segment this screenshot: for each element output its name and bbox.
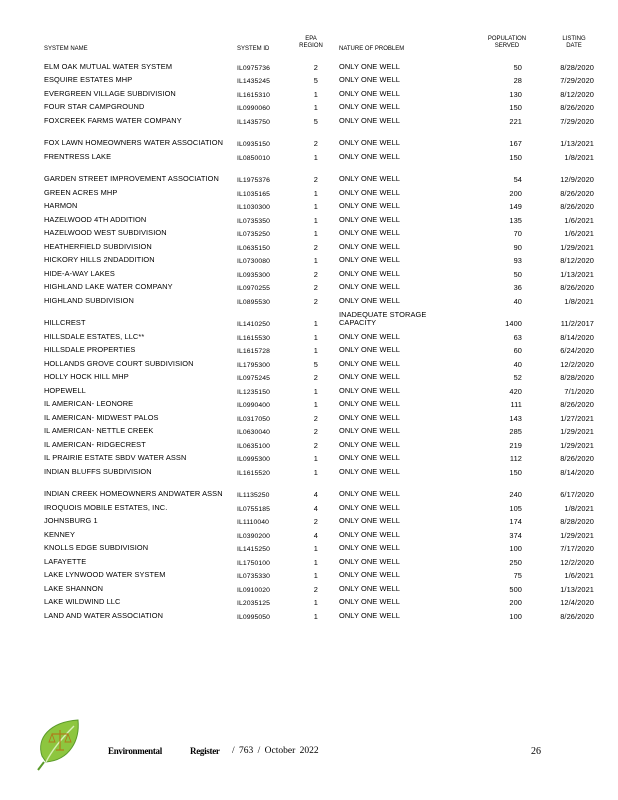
nature-of-problem-cell: ONLY ONE WELL (339, 75, 400, 85)
listing-date-cell: 6/24/2020 (560, 346, 594, 355)
system-name-cell: HAZELWOOD WEST SUBDIVISION (44, 228, 167, 238)
nature-of-problem-cell: ONLY ONE WELL (339, 282, 400, 292)
system-id-cell: IL0735250 (237, 231, 271, 238)
nature-of-problem-cell: ONLY ONE WELL (339, 102, 400, 112)
nature-of-problem-cell: ONLY ONE WELL (339, 543, 400, 553)
table-row (0, 383, 618, 397)
listing-date-cell: 1/29/2021 (560, 440, 594, 450)
listing-date-cell: 6/17/2020 (560, 490, 594, 499)
epa-region-cell: 1 (313, 319, 318, 328)
epa-region-cell: 1 (313, 152, 318, 162)
system-name-cell: HILLSDALE PROPERTIES (44, 345, 136, 355)
population-served-cell: 150 (509, 152, 522, 162)
epa-region-cell: 1 (313, 188, 318, 198)
header-system-id: SYSTEM ID (237, 46, 270, 52)
system-id-cell: IL0935150 (237, 141, 271, 148)
table-row (0, 86, 618, 100)
system-id-cell: IL0970255 (237, 285, 271, 292)
epa-region-cell: 1 (313, 611, 318, 621)
system-id-cell: IL1795300 (237, 361, 271, 369)
population-served-cell: 105 (509, 503, 522, 513)
system-id-cell: IL1030300 (237, 204, 271, 211)
epa-region-cell: 2 (313, 517, 318, 526)
table-row (0, 149, 618, 163)
listing-date-cell: 8/14/2020 (560, 332, 594, 342)
system-id-cell: IL0635100 (237, 442, 271, 450)
listing-date-cell: 11/2/2017 (560, 319, 594, 328)
population-served-cell: 70 (513, 229, 522, 238)
population-served-cell: 54 (513, 175, 522, 184)
nature-of-problem-cell: ONLY ONE WELL (339, 439, 400, 449)
system-id-cell: IL0735350 (237, 217, 271, 225)
listing-date-cell: 8/12/2020 (560, 256, 594, 265)
system-id-cell: IL1035165 (237, 190, 271, 198)
system-id-cell: IL0990060 (237, 105, 271, 112)
table-row (0, 199, 618, 213)
table-row (0, 500, 618, 514)
nature-of-problem-cell: ONLY ONE WELL (339, 426, 400, 436)
population-served-cell: 250 (509, 557, 522, 567)
nature-of-problem-cell: ONLY ONE WELL (339, 241, 400, 251)
population-served-cell: 150 (509, 103, 522, 112)
system-name-cell: GARDEN STREET IMPROVEMENT ASSOCIATION (44, 174, 219, 184)
table-row (0, 293, 618, 307)
epa-region-cell: 1 (313, 454, 318, 463)
epa-region-cell: 5 (313, 76, 318, 85)
system-id-cell: IL0735330 (237, 573, 271, 580)
header-epa-region: EPA REGION (299, 36, 323, 49)
system-id-cell: IL0390200 (237, 532, 271, 540)
water-system-table (0, 59, 618, 622)
population-served-cell: 100 (509, 544, 522, 553)
listing-date-cell: 8/26/2020 (560, 103, 594, 112)
listing-date-cell: 1/29/2021 (560, 242, 594, 252)
system-name-cell: FRENTRESS LAKE (44, 151, 112, 161)
listing-date-cell: 8/28/2020 (560, 517, 594, 526)
listing-date-cell: 7/29/2020 (560, 76, 594, 85)
nature-of-problem-cell: ONLY ONE WELL (339, 345, 400, 355)
table-row (0, 397, 618, 411)
epa-region-cell: 2 (313, 584, 318, 594)
table-row (0, 514, 618, 528)
system-name-cell: KENNEY (44, 529, 75, 539)
system-name-cell: LAFAYETTE (44, 556, 87, 566)
system-name-cell: HAZELWOOD 4TH ADDITION (44, 214, 147, 224)
nature-of-problem-cell: ONLY ONE WELL (339, 331, 400, 341)
nature-of-problem-cell: ONLY ONE WELL (339, 372, 400, 382)
table-row (0, 437, 618, 451)
nature-of-problem-cell: ONLY ONE WELL (339, 88, 400, 98)
table-row (0, 343, 618, 357)
listing-date-cell: 1/6/2021 (564, 215, 594, 225)
population-served-cell: 200 (509, 188, 522, 198)
nature-of-problem-cell: ONLY ONE WELL (339, 412, 400, 422)
table-row (0, 280, 618, 294)
population-served-cell: 50 (513, 269, 522, 279)
nature-of-problem-cell: ONLY ONE WELL (339, 138, 400, 148)
table-row (0, 370, 618, 384)
footer-page-number: 26 (531, 746, 541, 757)
system-name-cell: IROQUOIS MOBILE ESTATES, INC. (44, 502, 168, 512)
population-served-cell: 28 (513, 76, 522, 85)
nature-of-problem-cell: INADEQUATE STORAGE CAPACITY (339, 309, 427, 328)
listing-date-cell: 8/26/2020 (560, 611, 594, 621)
system-name-cell: IL AMERICAN- LEONORE (44, 399, 134, 409)
epa-region-cell: 1 (313, 256, 318, 265)
listing-date-cell: 1/6/2021 (564, 571, 594, 580)
population-served-cell: 135 (509, 215, 522, 225)
table-row (0, 410, 618, 424)
table-row (0, 253, 618, 267)
leaf-scales-logo-icon (34, 716, 84, 772)
system-name-cell: LAKE SHANNON (44, 583, 104, 593)
system-name-cell: INDIAN BLUFFS SUBDIVISION (44, 466, 152, 476)
listing-date-cell: 12/2/2020 (560, 359, 594, 369)
population-served-cell: 1400 (505, 319, 522, 328)
listing-date-cell: 1/13/2021 (560, 584, 594, 594)
listing-date-cell: 8/26/2020 (560, 400, 594, 409)
nature-of-problem-cell: ONLY ONE WELL (339, 385, 400, 395)
header-listing-date: LISTING DATE (562, 36, 586, 49)
system-id-cell: IL1415250 (237, 546, 271, 553)
nature-of-problem-cell: ONLY ONE WELL (339, 516, 400, 526)
system-name-cell: HEATHERFIELD SUBDIVISION (44, 241, 152, 251)
population-served-cell: 60 (513, 346, 522, 355)
population-served-cell: 90 (513, 242, 522, 252)
system-id-cell: IL1615520 (237, 469, 271, 477)
population-served-cell: 150 (509, 467, 522, 477)
population-served-cell: 420 (509, 386, 522, 396)
table-row (0, 113, 618, 127)
listing-date-cell: 8/28/2020 (560, 62, 594, 72)
system-name-cell: INDIAN CREEK HOMEOWNERS ANDWATER ASSN (44, 489, 223, 499)
epa-region-cell: 2 (313, 62, 318, 72)
system-id-cell: IL1435750 (237, 118, 271, 126)
table-row (0, 581, 618, 595)
epa-region-cell: 1 (313, 544, 318, 553)
system-id-cell: IL1975376 (237, 177, 271, 184)
table-row (0, 100, 618, 114)
epa-region-cell: 2 (313, 413, 318, 423)
nature-of-problem-cell: ONLY ONE WELL (339, 358, 400, 368)
system-name-cell: IL AMERICAN- MIDWEST PALOS (44, 412, 159, 422)
system-id-cell: IL0995050 (237, 613, 271, 621)
listing-date-cell: 1/29/2021 (560, 427, 594, 436)
listing-date-cell: 8/26/2020 (560, 188, 594, 198)
system-name-cell: IL AMERICAN- NETTLE CREEK (44, 426, 154, 436)
epa-region-cell: 4 (313, 530, 318, 540)
nature-of-problem-cell: ONLY ONE WELL (339, 466, 400, 476)
system-name-cell: HIGHLAND LAKE WATER COMPANY (44, 282, 173, 292)
listing-date-cell: 1/8/2021 (564, 296, 594, 306)
nature-of-problem-cell: ONLY ONE WELL (339, 583, 400, 593)
footer-issue: / 763 / October 2022 (232, 746, 319, 756)
population-served-cell: 63 (513, 332, 522, 342)
population-served-cell: 112 (509, 454, 522, 463)
population-served-cell: 200 (509, 598, 522, 607)
system-name-cell: HILLSDALE ESTATES, LLC** (44, 331, 145, 341)
epa-region-cell: 5 (313, 359, 318, 369)
nature-of-problem-cell: ONLY ONE WELL (339, 295, 400, 305)
population-served-cell: 174 (509, 517, 522, 526)
table-row (0, 185, 618, 199)
system-id-cell: IL1110040 (237, 519, 270, 526)
system-name-cell: HOPEWELL (44, 385, 86, 395)
system-id-cell: IL1615728 (237, 348, 271, 355)
system-name-cell: GREEN ACRES MHP (44, 187, 118, 197)
epa-region-cell: 2 (313, 139, 318, 148)
epa-region-cell: 1 (313, 571, 318, 580)
header-nature-of-problem: NATURE OF PROBLEM (339, 46, 405, 52)
population-served-cell: 36 (513, 283, 522, 292)
nature-of-problem-cell: ONLY ONE WELL (339, 556, 400, 566)
table-row (0, 226, 618, 240)
listing-date-cell: 7/1/2020 (564, 386, 594, 396)
table-row (0, 212, 618, 226)
system-id-cell: IL0730080 (237, 258, 271, 265)
epa-region-cell: 2 (313, 175, 318, 184)
system-id-cell: IL0995300 (237, 456, 271, 463)
population-served-cell: 75 (513, 571, 522, 580)
epa-region-cell: 1 (313, 89, 318, 99)
listing-date-cell: 8/26/2020 (560, 454, 594, 463)
nature-of-problem-cell: ONLY ONE WELL (339, 201, 400, 211)
listing-date-cell: 1/29/2021 (560, 530, 594, 540)
population-served-cell: 50 (513, 62, 522, 72)
system-id-cell: IL1135250 (237, 492, 270, 499)
epa-region-cell: 2 (313, 283, 318, 292)
epa-region-cell: 1 (313, 386, 318, 396)
epa-region-cell: 1 (313, 103, 318, 112)
system-name-cell: ESQUIRE ESTATES MHP (44, 75, 133, 85)
listing-date-cell: 1/6/2021 (564, 229, 594, 238)
system-id-cell: IL1410250 (237, 321, 271, 328)
nature-of-problem-cell: ONLY ONE WELL (339, 570, 400, 580)
nature-of-problem-cell: ONLY ONE WELL (339, 268, 400, 278)
nature-of-problem-cell: ONLY ONE WELL (339, 610, 400, 620)
table-row (0, 307, 618, 330)
nature-of-problem-cell: ONLY ONE WELL (339, 489, 400, 499)
epa-region-cell: 1 (313, 229, 318, 238)
epa-region-cell: 1 (313, 346, 318, 355)
system-id-cell: IL1435245 (237, 78, 271, 85)
header-population-served: POPULATION SERVED (487, 36, 527, 49)
system-id-cell: IL0935300 (237, 271, 271, 279)
header-system-name: SYSTEM NAME (44, 46, 88, 52)
listing-date-cell: 12/9/2020 (560, 175, 594, 184)
listing-date-cell: 8/14/2020 (560, 467, 594, 477)
system-name-cell: HIGHLAND SUBDIVISION (44, 295, 134, 305)
table-row (0, 73, 618, 87)
population-served-cell: 93 (513, 256, 522, 265)
system-name-cell: HIDE-A-WAY LAKES (44, 268, 115, 278)
nature-of-problem-cell: ONLY ONE WELL (339, 187, 400, 197)
epa-region-cell: 1 (313, 598, 318, 607)
listing-date-cell: 1/13/2021 (560, 269, 594, 279)
listing-date-cell: 1/13/2021 (560, 139, 594, 148)
population-served-cell: 374 (509, 530, 522, 540)
epa-region-cell: 2 (313, 269, 318, 279)
footer-register: Register (190, 746, 220, 756)
system-name-cell: FOX LAWN HOMEOWNERS WATER ASSOCIATION (44, 138, 224, 148)
listing-date-cell: 1/27/2021 (560, 413, 594, 423)
system-name-cell: HARMON (44, 201, 78, 211)
table-row (0, 356, 618, 370)
nature-of-problem-cell: ONLY ONE WELL (339, 61, 400, 71)
system-name-cell: ELM OAK MUTUAL WATER SYSTEM (44, 61, 173, 71)
system-name-cell: HOLLY HOCK HILL MHP (44, 372, 129, 382)
population-served-cell: 240 (509, 490, 522, 499)
table-row (0, 127, 618, 150)
population-served-cell: 149 (509, 202, 522, 211)
epa-region-cell: 1 (313, 215, 318, 225)
listing-date-cell: 8/26/2020 (560, 202, 594, 211)
system-name-cell: JOHNSBURG 1 (44, 516, 98, 526)
epa-region-cell: 2 (313, 440, 318, 450)
table-row (0, 239, 618, 253)
listing-date-cell: 12/2/2020 (560, 557, 594, 567)
table-row (0, 568, 618, 582)
system-name-cell: KNOLLS EDGE SUBDIVISION (44, 543, 149, 553)
nature-of-problem-cell: ONLY ONE WELL (339, 228, 400, 238)
epa-region-cell: 4 (313, 503, 318, 513)
system-name-cell: FOXCREEK FARMS WATER COMPANY (44, 115, 182, 125)
epa-region-cell: 2 (313, 427, 318, 436)
population-served-cell: 143 (509, 413, 522, 423)
table-row (0, 527, 618, 541)
footer-publication: Environmental (108, 746, 162, 756)
nature-of-problem-cell: ONLY ONE WELL (339, 115, 400, 125)
system-name-cell: LAKE WILDWIND LLC (44, 597, 121, 607)
population-served-cell: 500 (509, 584, 522, 594)
listing-date-cell: 8/28/2020 (560, 373, 594, 382)
system-name-cell: FOUR STAR CAMPGROUND (44, 102, 145, 112)
epa-region-cell: 1 (313, 332, 318, 342)
table-row (0, 424, 618, 438)
table-row (0, 163, 618, 186)
nature-of-problem-cell: ONLY ONE WELL (339, 529, 400, 539)
listing-date-cell: 8/12/2020 (560, 89, 594, 99)
table-row (0, 451, 618, 465)
nature-of-problem-cell: ONLY ONE WELL (339, 255, 400, 265)
table-row (0, 59, 618, 73)
nature-of-problem-cell: ONLY ONE WELL (339, 502, 400, 512)
system-id-cell: IL1615310 (237, 91, 271, 99)
epa-region-cell: 4 (313, 490, 318, 499)
system-name-cell: HILLCREST (44, 318, 86, 328)
system-id-cell: IL2035125 (237, 600, 271, 607)
system-id-cell: IL0910020 (237, 586, 271, 594)
system-id-cell: IL1750100 (237, 559, 271, 567)
nature-of-problem-cell: ONLY ONE WELL (339, 151, 400, 161)
table-row (0, 595, 618, 609)
epa-region-cell: 2 (313, 242, 318, 252)
epa-region-cell: 2 (313, 296, 318, 306)
nature-of-problem-cell: ONLY ONE WELL (339, 214, 400, 224)
system-name-cell: HOLLANDS GROVE COURT SUBDIVISION (44, 358, 194, 368)
population-served-cell: 130 (509, 89, 522, 99)
population-served-cell: 285 (509, 427, 522, 436)
table-row (0, 554, 618, 568)
system-name-cell: IL PRAIRIE ESTATE SBDV WATER ASSN (44, 453, 187, 463)
nature-of-problem-cell: ONLY ONE WELL (339, 597, 400, 607)
population-served-cell: 221 (509, 116, 522, 126)
system-id-cell: IL0850010 (237, 154, 271, 162)
system-name-cell: LAND AND WATER ASSOCIATION (44, 610, 164, 620)
listing-date-cell: 1/8/2021 (564, 503, 594, 513)
listing-date-cell: 1/8/2021 (564, 152, 594, 162)
table-row (0, 266, 618, 280)
population-served-cell: 167 (509, 139, 522, 148)
system-id-cell: IL0635150 (237, 244, 271, 252)
system-id-cell: IL0975245 (237, 375, 271, 382)
table-row (0, 329, 618, 343)
system-id-cell: IL0755185 (237, 505, 271, 513)
system-id-cell: IL0990400 (237, 402, 271, 409)
table-row (0, 478, 618, 501)
system-name-cell: LAKE LYNWOOD WATER SYSTEM (44, 570, 166, 580)
population-served-cell: 40 (513, 359, 522, 369)
epa-region-cell: 1 (313, 467, 318, 477)
nature-of-problem-cell: ONLY ONE WELL (339, 399, 400, 409)
population-served-cell: 52 (513, 373, 522, 382)
table-row (0, 464, 618, 478)
epa-region-cell: 5 (313, 116, 318, 126)
listing-date-cell: 12/4/2020 (560, 598, 594, 607)
system-id-cell: IL1615530 (237, 334, 271, 342)
population-served-cell: 100 (509, 611, 522, 621)
system-name-cell: HICKORY HILLS 2NDADDITION (44, 255, 155, 265)
system-id-cell: IL0975736 (237, 64, 271, 72)
population-served-cell: 219 (509, 440, 522, 450)
epa-region-cell: 1 (313, 400, 318, 409)
listing-date-cell: 7/29/2020 (560, 116, 594, 126)
listing-date-cell: 8/26/2020 (560, 283, 594, 292)
population-served-cell: 40 (513, 296, 522, 306)
table-row (0, 608, 618, 622)
epa-region-cell: 2 (313, 373, 318, 382)
system-id-cell: IL0630040 (237, 429, 271, 436)
nature-of-problem-cell: ONLY ONE WELL (339, 174, 400, 184)
system-id-cell: IL0317050 (237, 415, 271, 423)
system-name-cell: IL AMERICAN- RIDGECREST (44, 439, 146, 449)
table-row (0, 541, 618, 555)
system-id-cell: IL1235150 (237, 388, 271, 396)
listing-date-cell: 7/17/2020 (560, 544, 594, 553)
nature-of-problem-cell: ONLY ONE WELL (339, 453, 400, 463)
epa-region-cell: 1 (313, 202, 318, 211)
population-served-cell: 111 (510, 400, 522, 409)
epa-region-cell: 1 (313, 557, 318, 567)
system-name-cell: EVERGREEN VILLAGE SUBDIVISION (44, 88, 176, 98)
system-id-cell: IL0895530 (237, 298, 271, 306)
